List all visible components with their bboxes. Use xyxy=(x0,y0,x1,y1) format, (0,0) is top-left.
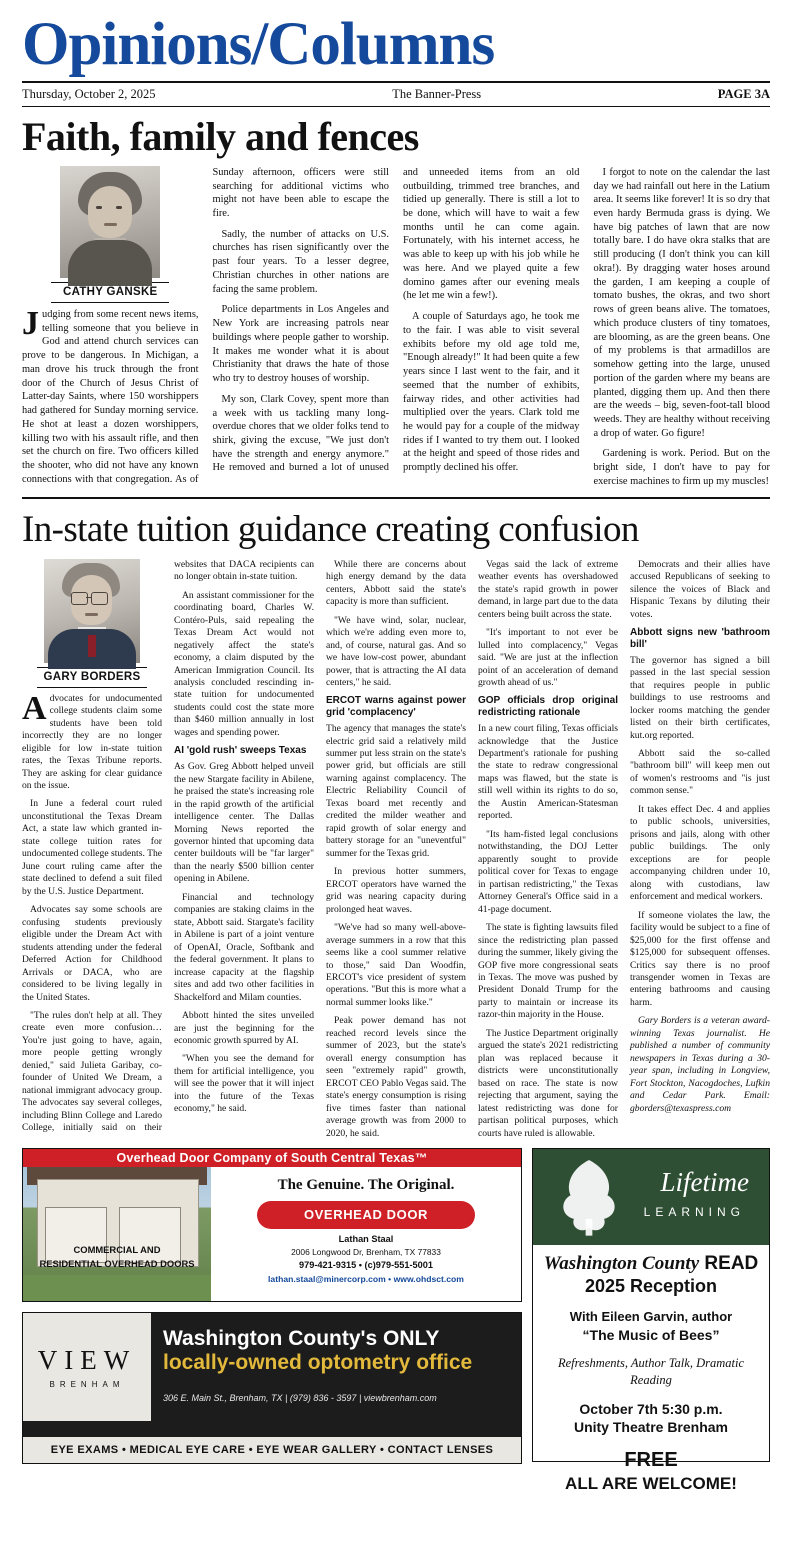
lifetime-welcome-label: ALL ARE WELCOME! xyxy=(565,1473,737,1493)
overhead-door-phones[interactable]: 979-421-9315 • (c)979-551-5001 xyxy=(299,1259,433,1270)
story2-para-17: In a new court filing, Texas officials acknowledge that the Justice Department's rationale for pushing the state to redraw congressional maps was flawed, but the state is still well within its rights to do so, the Austin American-Statesman reported. xyxy=(478,723,618,822)
story2-para-16: "It's important to not ever be lulled into complacency," Vegas said. "We are just at the inflection point of an acceleration of demand growth ahead of us." xyxy=(478,627,618,689)
story1-byline: CATHY GANSKE xyxy=(51,282,169,303)
columnist-photo-2 xyxy=(44,559,140,663)
story2-para-19: The state is fighting lawsuits filed since the redistricting plan passed during the summer, likely giving the GOP five more congressional seats in Texas. The move was pushed by President Donald Trump for the party to maintain or increase its razor-thin majority in the House. xyxy=(478,922,618,1021)
columnist-photo xyxy=(60,166,160,278)
view-services-bar: EYE EXAMS • MEDICAL EYE CARE • EYE WEAR GALLERY • CONTACT LENSES xyxy=(23,1437,521,1463)
overhead-door-line2: RESIDENTIAL OVERHEAD DOORS xyxy=(39,1257,195,1269)
view-logo-sub: BRENHAM xyxy=(49,1380,125,1390)
story2-para-15: Vegas said the lack of extreme weather events has overshadowed the state's rapid growth in power demand, in large part due to the data centers being built across the state. xyxy=(478,558,618,620)
story2-para-7: Abbott hinted the sites unveiled are just the beginning for the economic growth spurred by AI. xyxy=(174,1010,314,1046)
story2-headline: In-state tuition guidance creating confusion xyxy=(22,508,639,550)
story2-para-12: In previous hotter summers, ERCOT operators have warned the grid was nearing capacity during prolonged heat waves. xyxy=(326,866,466,915)
story2-para-20: The Justice Department originally argued the state's 2021 redistricting plan was replaced because it districts were unconstitutionally based on race. The state is now rejecting that argument, saying the latest redistricting was done for partisan political purposes, which courts have ruled is allowable. xyxy=(478,1027,618,1139)
story1-mug-block xyxy=(51,166,169,303)
story2-para-11: The agency that manages the state's electric grid said a relatively mild summer put less strain on the state's power grid, but officials are still warning against complacency. The Electric Reliability Council of Texas board met recently and credited the milder weather and rapid growth of solar energy and battery storage for an "uneventful" summer for the Texas grid. xyxy=(326,723,466,859)
story2-para-1: In June a federal court ruled unconstitutional the Texas Dream Act, a state law which granted in-state college tuition rates for undocumented college students. The June court ruling came after the state declined to defend a suit filed by the U.S. Justice Department. xyxy=(22,798,162,897)
overhead-door-address: 2006 Longwood Dr, Brenham, TX 77833 xyxy=(291,1247,441,1258)
story2-para-6: Financial and technology companies are staking claims in the state, Abbott said. Stargate's facility in Abilene is part of a joint venture of OpenAI, Oracle, Softbank and the federal government. It plans to increase capacity at the flagship sites and add two other facilities in Shackelford and Milam counties. xyxy=(174,891,314,1003)
lifetime-venue: Unity Theatre Brenham xyxy=(573,1418,729,1435)
story1-para-1: Sadly, the number of attacks on U.S. churches has risen significantly over the past four years. To a lesser degree, Christian churches in other nations are facing the same problem. xyxy=(212,228,389,295)
subhead-ercot: ERCOT warns against power grid 'complacency' xyxy=(326,695,466,719)
dateline-publication: The Banner-Press xyxy=(392,87,482,101)
ad-overhead-door[interactable] xyxy=(22,1148,522,1302)
story2-para-22: The governor has signed a bill passed in the last special session that requires people in public buildings to use restrooms and locker rooms matching the gender listed on their birth certificates, kut.org reported. xyxy=(630,654,770,741)
view-headline-1: Washington County's ONLY xyxy=(163,1327,440,1351)
lifetime-title-italic: Washington County xyxy=(543,1253,700,1275)
story2-para-2: Advocates say some schools are confusing students previously eligible under the Dream Act with students attending under the federal Deferred Action for Childhood Arrivals or DACA, who are considered to be living legally in the United States. xyxy=(22,904,162,1003)
dateline-rule xyxy=(22,106,770,107)
story2-para-5: As Gov. Greg Abbott helped unveil the new Stargate facility in Abilene, he praised the state's increasing role in the rapid growth of the artificial intelligence center. The Dallas Morning News reported the governor hinted that upcoming data center buildouts will be "far larger" than the nearly $500 billion center opening in Abilene. xyxy=(174,761,314,885)
ad-view-brenham[interactable] xyxy=(22,1312,522,1464)
story1-para-2: Police departments in Los Angeles and New York are increasing patrols near buildings where people gather to worship. It makes me wonder what it is about Christianity that draws the hate of those who try to destroy houses of worship. xyxy=(212,304,389,385)
subhead-ai-gold-rush: AI 'gold rush' sweeps Texas xyxy=(174,745,307,757)
subhead-gop-maps: GOP officials drop original redistricting rationale xyxy=(478,695,618,719)
story-faith-family-fences xyxy=(0,114,792,489)
story2-byline: GARY BORDERS xyxy=(37,667,147,688)
overhead-door-logo: OVERHEAD DOOR xyxy=(257,1201,475,1229)
advertisement-zone xyxy=(0,1140,792,1493)
dateline-page: PAGE 3A xyxy=(717,87,770,101)
view-address[interactable]: 306 E. Main St., Brenham, TX | (979) 836 - 3597 | viewbrenham.com xyxy=(163,1393,437,1404)
story-instate-tuition xyxy=(0,508,792,1140)
story2-para-25: If someone violates the law, the facility would be subject to a fine of $25,000 for the first offense and $125,000 for subsequent offenses. Critics say there is no proof transgender women in Texas are entering bathrooms and causing harm. xyxy=(630,909,770,1008)
lifetime-free-label: FREE xyxy=(624,1448,678,1471)
dateline xyxy=(0,83,792,106)
tree-icon xyxy=(547,1155,631,1239)
story2-para-13: "We've had so many well-above-average summers in a row that this seems like a cool summer relative to those," said Dan Woodfin, ERCOT's vice president of system operations. "But this is more what a normal summer looks like." xyxy=(326,922,466,1008)
overhead-door-banner: Overhead Door Company of South Central Texas™ xyxy=(23,1149,521,1167)
story2-para-10: "We have wind, solar, nuclear, which we're adding even more to, and, of course, natural gas. And so we have low-cost power, abundant power, that is attracting the AI data centers," he said. xyxy=(326,614,466,689)
dateline-date: Thursday, October 2, 2025 xyxy=(22,87,156,101)
story2-para-23: Abbott said the so-called "bathroom bill" will keep men out of women's restrooms and "is just common sense." xyxy=(630,748,770,797)
lifetime-script-logo: Lifetime xyxy=(660,1167,749,1198)
overhead-door-email[interactable]: lathan.staal@minercorp.com • www.ohdsct.com xyxy=(268,1273,464,1284)
view-logo-word: VIEW xyxy=(37,1345,137,1376)
story1-body xyxy=(22,166,770,489)
overhead-door-photo xyxy=(23,1149,211,1301)
story2-para-4: An assistant commissioner for the coordinating board, Charles W. Contéro-Puls, said repealing the Texas Dream Act would not negatively affect the state's economy, a claim disputed by the American Immigration Council. Its analysis concluded rescinding in-state tuition for undocumented students could cost the state more than $460 million annually in lost wages and spending power. xyxy=(174,589,314,738)
story1-para-5: I forgot to note on the calendar the last day we had rainfall out here in the Latium area. It seems like forever! It is so dry that even hardy Bermuda grass is dying. We have big patches of lawn that are now totally bare. I do have okra stalks that are still producing (I don't think you can kill okra!). By dragging water hoses around the garden, I am keeping a couple of tomato bushes, the okras, and two short rows of green beans alive. The tomatoes, which produce clusters of tiny tomatoes, are blooming, as are the green beans. One of my problems is that armadillos are somehow getting into the large, unused portion of the garden where my beans are planted, digging them up. And then there are the weeds – big, seven-foot-tall blood weeds. They are healthy without receiving a drop of water. Go figure! xyxy=(593,166,770,439)
story1-headline: Faith, family and fences xyxy=(22,114,419,159)
lifetime-book-title: “The Music of Bees” xyxy=(582,1327,720,1344)
story2-bio: Gary Borders is a veteran award-winning Texas journalist. He published a number of community newspapers in Texas during a 30-year span, including in Longview, Fort Stockton, Nacogdoches, Lufkin and Cedar Park. Email: gborders@texaspress.com xyxy=(630,1015,770,1114)
story2-para-8: "When you see the demand for them for artificial intelligence, you will see the power that it will inject into the future of the Texas economy," he said. xyxy=(174,1053,314,1115)
story2-para-9: While there are concerns about high energy demand by the data centers, Abbott said the state's capacity is more than sufficient. xyxy=(326,558,466,608)
story1-para-3: My son, Clark Covey, spent more than a week with us tackling many long-overdue chores that we older folks tend to shirk, giving the excuse, "We just don't have the strength and energy anymore." He removed and burned a lot of unused and unneeded items from an old outbuilding, trimmed tree branches, and tidied up generally. There is still a lot to be done, which will have to wait a few months until he can come again. Fortunately, with his internet access, he was able to keep up with his job while he was here. And we played quite a few domino games after our evening meals (he let me win a few!). xyxy=(212,166,580,474)
story2-para-3: "The rules don't help at all. They create even more confusion…You're just going to have, again, more people getting wrongly denied," said Julieta Garibay, co-founder of United We Dream, a national immigrant advocacy group. The advocates say several colleges, including Blinn College and Laredo College, initially said on their websites that DACA recipients can no longer obtain in-state tuition. xyxy=(22,558,314,1134)
masthead xyxy=(0,0,792,78)
lifetime-reception: 2025 Reception xyxy=(584,1276,718,1297)
overhead-door-contact: Lathan Staal xyxy=(338,1234,394,1245)
lifetime-title-read: READ xyxy=(699,1253,759,1275)
page-title: Opinions/Columns xyxy=(22,11,495,78)
lifetime-date-time: October 7th 5:30 p.m. xyxy=(579,1400,723,1417)
ad-lifetime-learning[interactable] xyxy=(532,1148,770,1493)
overhead-door-line1: COMMERCIAL AND xyxy=(73,1243,161,1255)
story2-para-21: Democrats and their allies have accused Republicans of seeking to silence the voices of Black and Hispanic Texans by diluting their votes. xyxy=(630,558,770,620)
story2-para-14: Peak power demand has not reached record levels since the summer of 2023, but the state's overall energy consumption has seen "extremely rapid" growth, ERCOT CEO Pablo Vegas said. The state's energy consumption is rising five times faster than national average growth was from 2000 to 2020, he said. xyxy=(326,1015,466,1139)
subhead-abbott-bill: Abbott signs new 'bathroom bill' xyxy=(630,627,770,650)
story2-body xyxy=(22,559,770,1140)
story1-para-6: Gardening is work. Period. But on the bright side, I don't have to pay for exercise machines to firm up my muscles! xyxy=(593,448,770,487)
lifetime-learning-word: LEARNING xyxy=(643,1205,745,1220)
story1-para-4: A couple of Saturdays ago, he took me to the fair. I was able to visit several exhibits before my old age told me, "Enough already!" It had been quite a few years since I last went to the fair, and it seemed that the number of exhibits, fairway rides, and other activities had multiplied over the years. Clark told me he would pay for a couple of the midway rides if I wanted to try them out. I looked at the height and speed of those rides and promptly declined his offer. xyxy=(403,311,580,474)
story2-para-18: "Its ham-fisted legal conclusions notwithstanding, the DOJ Letter apparently sought to provide political cover for Texas to engage in partisan redistricting," the Texas Attorney General's Office said in a 41-page document. xyxy=(478,828,618,915)
story1-para-0: Judging from some recent news items, telling someone that you believe in God and attend church services can prove to be dangerous. In Michigan, a man drove his truck through the front door of the Church of Jesus Christ of Latter-day Saints, where 150 worshippers had gathered for Sunday morning service. He shot at least a dozen worshippers, killing two with his assault rifle, and then set the church on fire. Two officers killed the shooter, who did not have any known connections with that congregation. As of Sunday afternoon, officers were still searching for additional victims who might not have been able to escape the fire. xyxy=(22,166,389,485)
lifetime-details: Refreshments, Author Talk, Dramatic Reading xyxy=(558,1356,744,1387)
lifetime-author-line: With Eileen Garvin, author xyxy=(569,1309,733,1325)
story2-para-24: It takes effect Dec. 4 and applies to public schools, universities, prisons and jails, along with other public buildings. The only exceptions are for people accompanying children under 10, along with custodians, law enforcement and medical workers. xyxy=(630,803,770,903)
overhead-door-tagline: The Genuine. The Original. xyxy=(277,1177,455,1194)
story2-mug-block xyxy=(37,559,147,688)
story-divider xyxy=(22,497,770,499)
story2-para-0: Advocates for undocumented college students claim some students have been told incorrectly they are no longer eligible for low in-state tuition rates, the Texas Tribune reports. They are asking for clear guidance on the issue. xyxy=(22,689,162,792)
view-headline-2: locally-owned optometry office xyxy=(163,1351,473,1375)
